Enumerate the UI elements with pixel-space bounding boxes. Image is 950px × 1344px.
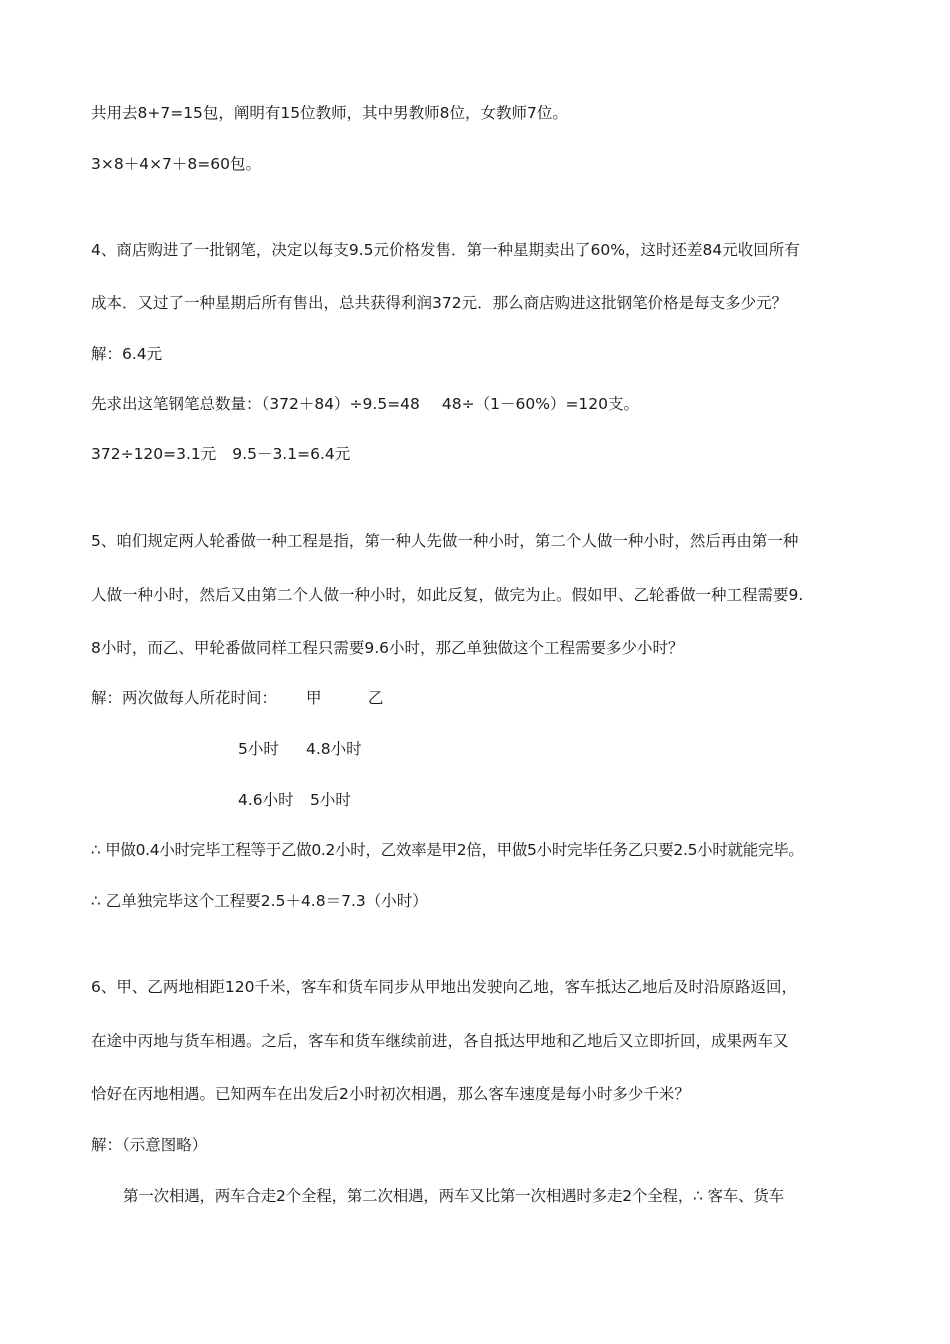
text-line: 共用去8+7=15包，阐明有15位教师，其中男教师8位，女教师7位。 [91, 104, 568, 122]
conclusion-line: ∴ 乙单独完毕这个工程要2.5＋4.8＝7.3（小时） [91, 892, 428, 910]
question-6-line: 6、甲、乙两地相距120千米，客车和货车同步从甲地出发驶向乙地，客车抵达乙地后及时沿原路返回， [91, 978, 797, 996]
table-cell: 5小时 [310, 791, 351, 809]
solution-line [91, 444, 350, 464]
question-5-answer [91, 688, 277, 708]
table-cell: 4.6小时 [238, 791, 294, 809]
conclusion-line: ∴ 甲做0.4小时完毕工程等于乙做0.2小时，乙效率是甲2倍，甲做5小时完毕任务乙只要2.5小时就能完毕。 [91, 841, 804, 859]
solution-line: 第一次相遇，两车合走2个全程，第二次相遇，两车又比第一次相遇时多走2个全程，∴ 客车、货车 [123, 1187, 785, 1205]
solution-part: 372÷120=3.1元 [91, 445, 217, 463]
table-cell: 4.8小时 [306, 740, 362, 758]
solution-part: 9.5－3.1=6.4元 [232, 445, 351, 463]
text-line: 3×8＋4×7＋8=60包。 [91, 155, 261, 173]
solution-part: 先求出这笔钢笔总数量：（372＋84）÷9.5=48 [91, 395, 420, 413]
question-6-answer: 解：（示意图略） [91, 1136, 208, 1154]
answer-label: 解：两次做每人所花时间： [91, 689, 278, 707]
table-cell: 5小时 [238, 740, 279, 758]
question-6-line: 在途中丙地与货车相遇。之后，客车和货车继续前进，各自抵达甲地和乙地后又立即折回，成果两车又 [91, 1032, 789, 1050]
question-6-line: 恰好在丙地相遇。已知两车在出发后2小时初次相遇，那么客车速度是每小时多少千米？ [91, 1085, 690, 1103]
solution-part: 48÷（1－60%）=120支。 [441, 395, 640, 413]
question-4-line: 4、商店购进了一批钢笔，决定以每支9.5元价格发售．第一种星期卖出了60%，这时还差84元收回所有 [91, 241, 800, 259]
question-5-line: 8小时，而乙、甲轮番做同样工程只需要9.6小时，那乙单独做这个工程需要多少小时？ [91, 639, 684, 657]
question-5-line: 5、咱们规定两人轮番做一种工程是指，第一种人先做一种小时，第二个人做一种小时，然后再由第一种 [91, 532, 799, 550]
solution-line [91, 394, 639, 414]
question-5-line: 人做一种小时，然后又由第二个人做一种小时，如此反复，做完为止。假如甲、乙轮番做一种工程需要9. [91, 586, 804, 604]
table-header-jia: 甲 [306, 689, 322, 707]
question-4-answer: 解：6.4元 [91, 345, 163, 363]
table-header-yi: 乙 [368, 689, 384, 707]
question-4-line: 成本．又过了一种星期后所有售出，总共获得利润372元．那么商店购进这批钢笔价格是每支多少元？ [91, 294, 788, 312]
